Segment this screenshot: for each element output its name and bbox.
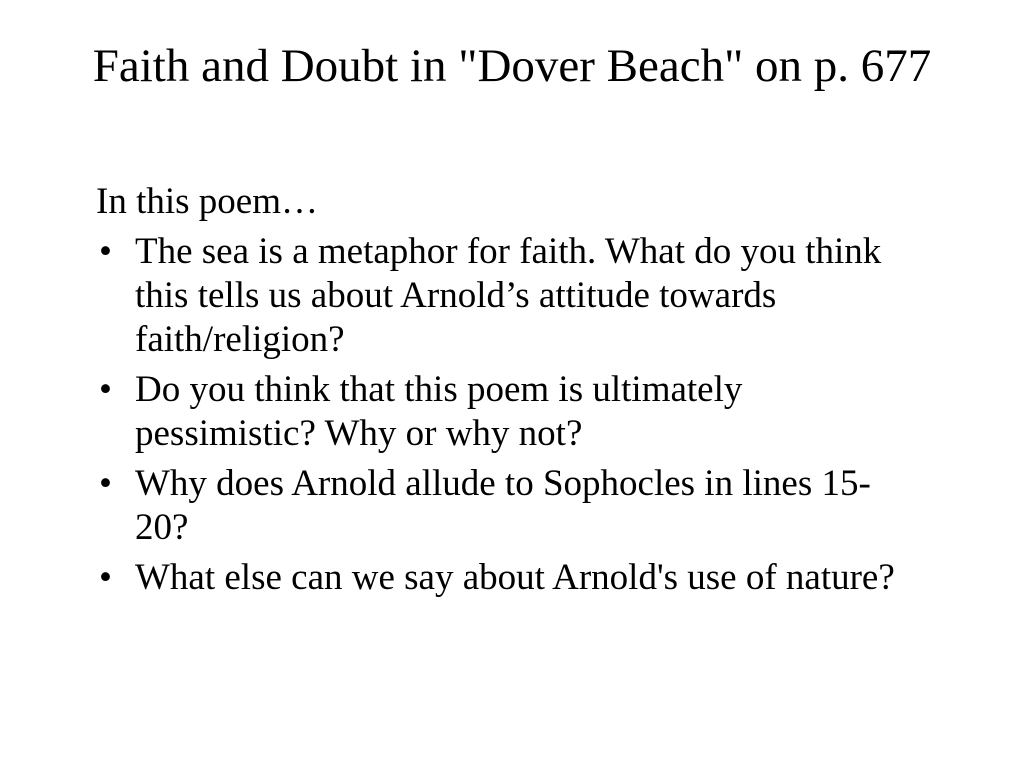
slide-body (96, 180, 896, 606)
bullet-text: Do you think that this poem is ultimately pessimistic? Why or why not? (135, 369, 743, 454)
slide-title: Faith and Doubt in "Dover Beach" on p. 677 (92, 40, 932, 92)
bullet-icon: • (99, 463, 112, 504)
bullet-item (96, 556, 896, 600)
bullet-list (96, 230, 896, 600)
bullet-item (96, 230, 896, 362)
bullet-icon: • (99, 231, 112, 272)
bullet-item (96, 368, 896, 456)
bullet-item (96, 462, 896, 550)
bullet-icon: • (99, 369, 112, 410)
intro-text: In this poem… (96, 181, 318, 222)
bullet-icon: • (99, 557, 112, 598)
bullet-text: What else can we say about Arnold's use of nature? (135, 557, 895, 598)
bullet-text: The sea is a metaphor for faith. What do you think this tells us about Arnold’s attitude towards faith/religion? (135, 231, 882, 360)
bullet-text: Why does Arnold allude to Sophocles in lines 15-20? (135, 463, 871, 548)
